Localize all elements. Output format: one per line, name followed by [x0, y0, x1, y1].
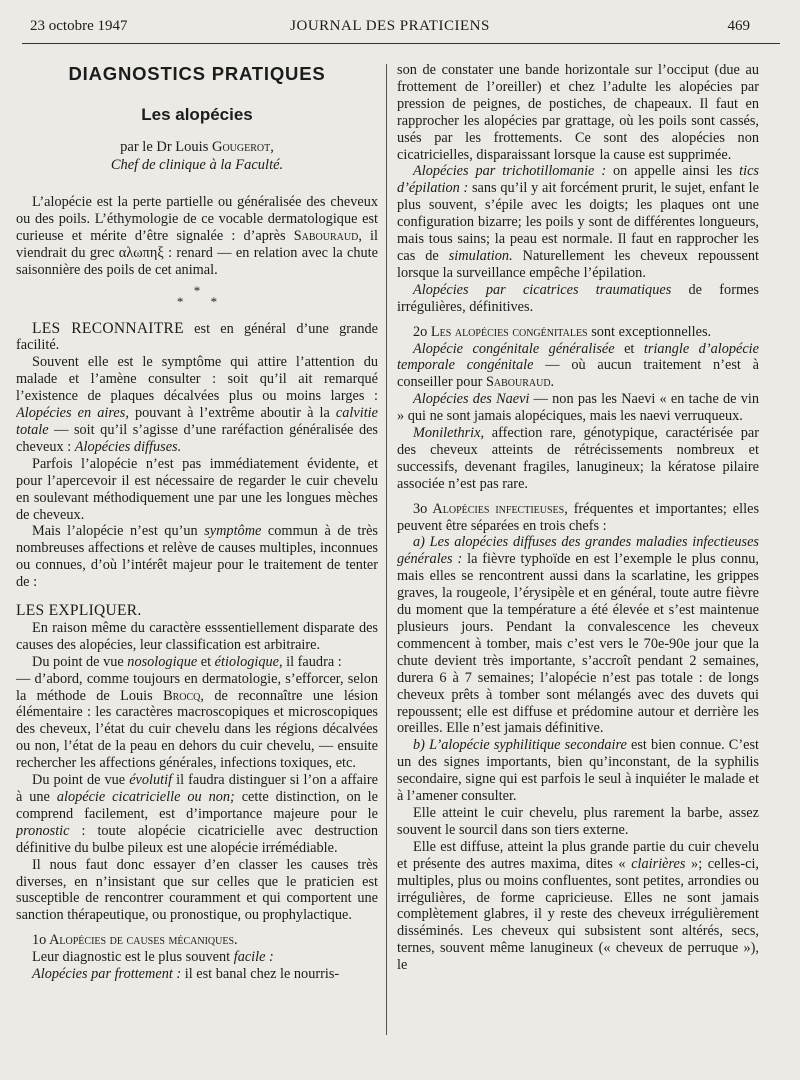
author-name: Gougerot,: [211, 139, 274, 155]
paragraph: a) Les alopécies diffuses des grandes maladies infectieuses générales : la fièvre typhoïde en est l’exemple le plus connu, mais elles se rencontrent aussi dans la scarlatine, les grippes graves, la rougeole, l’érysipèle et en général, toute autre fièvre du moment que la température a été élevée et s’est maintenue plusieurs jours. Pendant la convalescence les cheveux commencent à tomber, mais c’est vers le 70e-90e jour que la chute devient très importante, s’accroît pendant 2 semaines, durera 6 à 7 semaines; l’alopécie n’est pas totale : de longs cheveux prêts à tomber sont mélangés avec des duvets qui repoussent; elle est diffuse et prédomine autour et derrière les oreilles. Elle n’est jamais définitive.: [397, 534, 759, 737]
running-head: [30, 18, 750, 40]
header-rule: [22, 43, 780, 44]
paragraph: Il nous faut donc essayer d’en classer les causes très diverses, en n’insistant que sur celles que le praticien est susceptible de rencontrer couramment et qui comportent une sanction thérapeutique, ou pronostique, ou prophylactique.: [16, 856, 378, 924]
asterism: * * *: [176, 282, 230, 309]
byline-prefix: par le Dr Louis: [120, 139, 212, 155]
heading-mechanical: 1o Alopécies de causes mécaniques.: [32, 932, 238, 949]
article-title: Les alopécies: [141, 105, 253, 124]
paragraph: Du point de vue évolutif il faudra distinguer si l’on a affaire à une alopécie cicatricielle ou non; cette distinction, on le comprend facilement, est d’importance majeure pour le pronostic : toute alopécie cicatricielle avec destruction définitive du bulbe pileux est une alopécie irrémédiable.: [16, 772, 378, 856]
journal-title: JOURNAL DES PRATICIENS: [290, 18, 490, 34]
paragraph: Alopécies par trichotillomanie : on appelle ainsi les tics d’épilation : sans qu’il y ait forcément prurit, le sujet, enfant le plus souvent, s’épile avec les doigts; les plaques ont une configuration bizarre; les poils y sont de différentes longueurs, mais tous sains; la peau est normale. Il faut en rapprocher les cas de simulation. Naturellement les cheveux repoussent lorsque la surveillance empêche l’épilation.: [397, 163, 759, 281]
heading-congenital: Les alopécies congénitales: [427, 323, 588, 340]
heading-recognize: LES RECONNAITRE: [32, 319, 184, 337]
byline: [16, 138, 378, 156]
author-affiliation: Chef de clinique à la Faculté.: [110, 157, 284, 173]
right-column: [397, 62, 759, 1042]
paragraph-congenital: 2o Les alopécies congénitales sont exceptionnelles.: [413, 323, 712, 340]
paragraph: Alopécies par frottement : il est banal chez le nourris-: [32, 966, 340, 983]
paragraph: Alopécies par cicatrices traumatiques de formes irrégulières, définitives.: [397, 281, 759, 315]
paragraph: Mais l’alopécie n’est qu’un symptôme commun à de très nombreuses affections et relève de causes multiples, inconnues ou connues, d’où l’intérêt majeur pour le traitement de tenter de :: [16, 523, 378, 591]
paragraph: son de constater une bande horizontale sur l’occiput (due au frottement de l’oreiller) et chez l’adulte les alopécies par pression de peignes, de postiches, de chapeaux. Il faut en rapprocher les alopécies par grattage, où les poils sont cassés, usés par les frottements. Ce sont des alopécies non cicatricielles, disparaissant lorsque la cause est supprimée.: [397, 62, 759, 163]
page-number: 469: [727, 18, 750, 34]
paragraph: — d’abord, comme toujours en dermatologie, s’efforcer, selon la méthode de Louis Brocq, de reconnaître une lésion élémentaire : les caractères macroscopiques et microscopiques des cheveux, l’état du cuir chevelu dans les régions décalvées ou non, l’état de la peau en dehors du cuir chevelu, — ensuite rechercher les affections générales, infections toxiques, etc.: [16, 670, 378, 772]
section-title: DIAGNOSTICS PRATIQUES: [68, 63, 326, 84]
paragraph: Parfois l’alopécie n’est pas immédiatement évidente, et pour l’apercevoir il est nécessaire de regarder le cuir chevelu en soulevant méthodiquement une par une les longues mèches de cheveux.: [16, 455, 378, 523]
paragraph: Elle est diffuse, atteint la plus grande partie du cuir chevelu et présente des autres maxima, dites « clairières »; celles-ci, multiples, plus ou moins confluentes, sont petites, arrondies ou irrégulières, de forme capricieuse. Elles ne sont jamais complètement glabres, il y reste des cheveux irrégulièrement disséminés. Les cheveux qui subsistent sont altérés, secs, ternes, souvent même lanugineux (« cheveux de perruque »), le: [397, 838, 759, 974]
paragraph: L’alopécie est la perte partielle ou généralisée des cheveux ou des poils. L’éthymologie de ce vocable dermatologique est curieuse et mérite d’être signalée : d’après Sabouraud, il viendrait du grec αλωπηξ : renard — en relation avec la chute saisonnière des poils de cet animal.: [16, 194, 378, 278]
heading-infectious: Alopécies infectieuses,: [427, 500, 568, 517]
heading-explain: LES EXPLIQUER.: [16, 602, 142, 620]
paragraph-recognize: LES RECONNAITRE est en général d’une grande facilité.: [16, 319, 378, 354]
paragraph: Du point de vue nosologique et étiologique, il faudra :: [32, 653, 342, 670]
paragraph-infectious: 3o Alopécies infectieuses, fréquentes et importantes; elles peuvent être séparées en trois chefs :: [397, 500, 759, 534]
issue-date: 23 octobre 1947: [30, 18, 128, 34]
paragraph: Alopécies des Naevi — non pas les Naevi « en tache de vin » qui ne sont jamais alopéciques, mais les naevi verruqueux.: [397, 391, 759, 425]
paragraph: Elle atteint le cuir chevelu, plus rarement la barbe, assez souvent le sourcil dans son tiers externe.: [397, 804, 759, 838]
paragraph: Monilethrix, affection rare, génotypique, caractérisée par des cheveux atteints de rétrécissements nombreux et successifs, devenant fragiles, lanugineux; la kératose pilaire associée n’est pas rare.: [397, 425, 759, 492]
paragraph: b) L’alopécie syphilitique secondaire est bien connue. C’est un des signes importants, bien qu’inconstant, de la syphilis secondaire, signe qui est parfois le seul à inquiéter le malade et à l’amener consulter.: [397, 737, 759, 805]
paragraph: Leur diagnostic est le plus souvent facile :: [32, 949, 274, 966]
paragraph: En raison même du caractère esssentiellement disparate des causes des alopécies, leur classification est arbitraire.: [16, 619, 378, 653]
paragraph: Souvent elle est le symptôme qui attire l’attention du malade et l’amène consulter : soit qu’il ait remarqué l’existence de plaques décalvées plus ou moins larges : Alopécies en aires, pouvant à l’extrême aboutir à la calvitie totale — soit qu’il s’agisse d’une raréfaction généralisée des cheveux : Alopécies diffuses.: [16, 354, 378, 455]
left-column: [16, 58, 378, 1038]
paragraph: Alopécie congénitale généralisée et triangle d’alopécie temporale congénitale — où aucun traitement n’est à conseiller pour Sabouraud.: [397, 340, 759, 391]
column-divider: [386, 64, 387, 1035]
